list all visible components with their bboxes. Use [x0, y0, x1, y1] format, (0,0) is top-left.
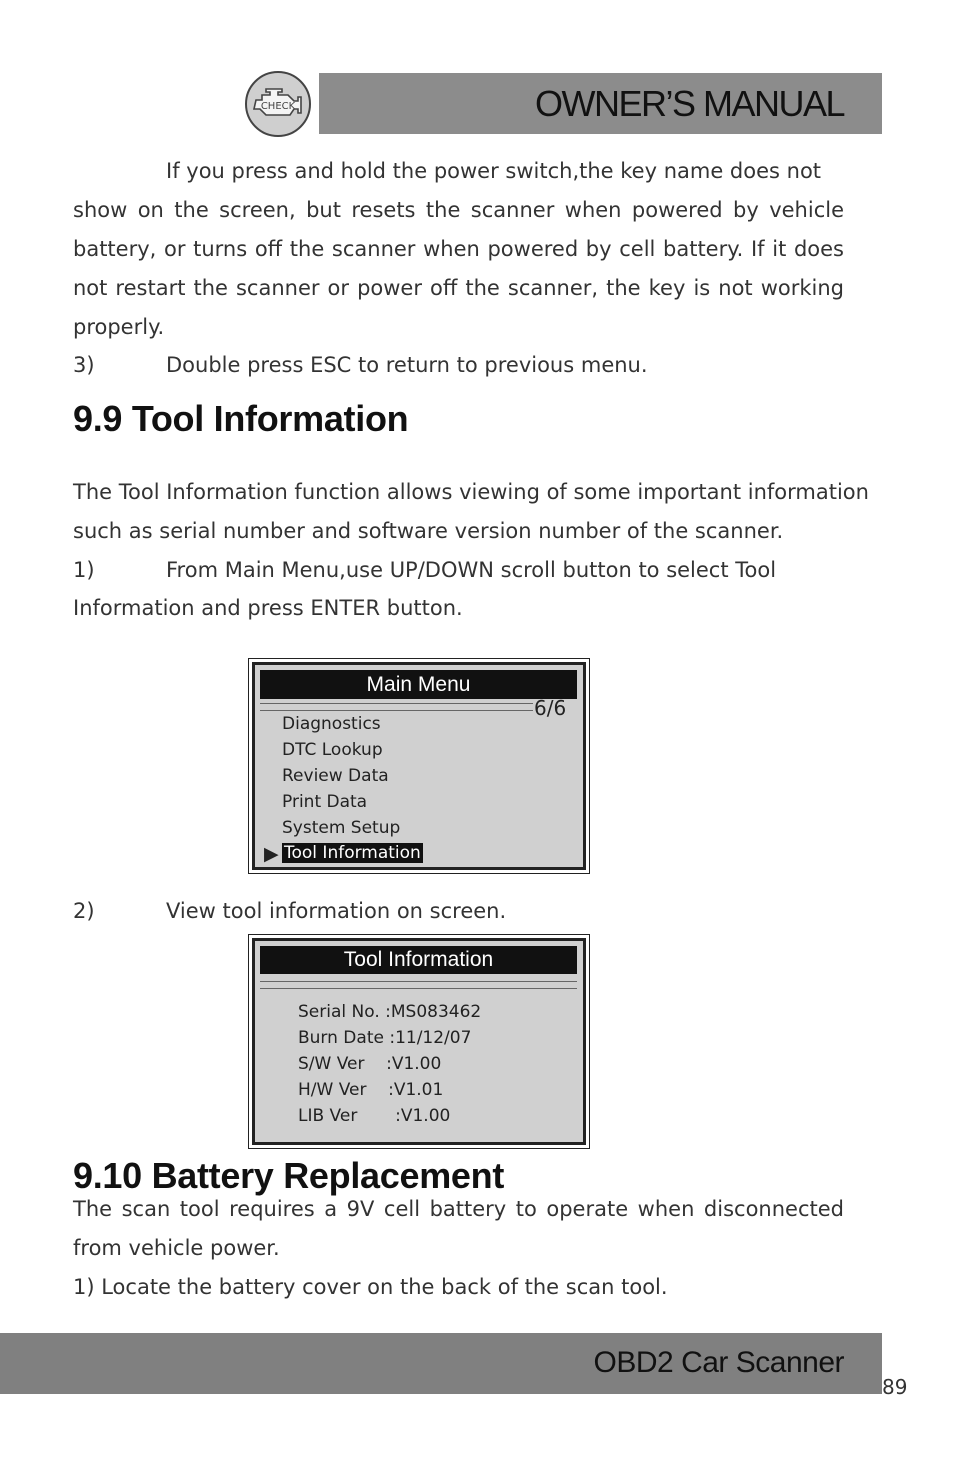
- section-9-9-para-line-1: The Tool Information function allows viewing of some important information: [73, 480, 869, 504]
- step2-number: 2): [73, 899, 95, 923]
- section-9-10-para-line-1: The scan tool requires a 9V cell battery to operate when disconnected: [73, 1197, 844, 1221]
- intro-line-5: properly.: [73, 315, 165, 339]
- main-menu-page-indicator: 6/6: [534, 696, 567, 720]
- check-engine-logo-icon: [244, 70, 312, 138]
- section-9-9-para-line-2: such as serial number and software version number of the scanner.: [73, 519, 784, 543]
- intro-line-1: If you press and hold the power switch,the key name does not: [166, 159, 822, 183]
- manual-title: OWNER’S MANUAL: [534, 83, 844, 124]
- menu-item-tool-information-label: Tool Information: [284, 843, 421, 863]
- step1-number: 1): [73, 558, 95, 582]
- menu-item-system-setup[interactable]: System Setup: [282, 818, 401, 838]
- burn-date-row: Burn Date :11/12/07: [298, 1028, 472, 1048]
- step3-number: 3): [73, 353, 95, 377]
- tool-information-screen: [248, 934, 590, 1149]
- intro-line-3: battery, or turns off the scanner when powered by cell battery. If it does: [73, 237, 844, 261]
- selection-arrow-icon: ▶: [264, 843, 279, 865]
- svg-text:CHECK: CHECK: [260, 101, 296, 112]
- menu-item-diagnostics[interactable]: Diagnostics: [282, 714, 381, 734]
- section-9-10-heading: 9.10 Battery Replacement: [73, 1155, 505, 1196]
- page-number: 89: [882, 1375, 908, 1399]
- main-menu-title: Main Menu: [260, 670, 577, 699]
- menu-item-print-data[interactable]: Print Data: [282, 792, 368, 812]
- section-9-9-heading: 9.9 Tool Information: [73, 398, 409, 439]
- main-menu-screen: [248, 658, 590, 874]
- header-bar: [319, 73, 882, 134]
- step1-text: From Main Menu,use UP/DOWN scroll button to select Tool: [166, 558, 777, 582]
- footer-product-name: OBD2 Car Scanner: [593, 1346, 844, 1379]
- software-version-row: S/W Ver :V1.00: [298, 1054, 442, 1074]
- intro-line-4: not restart the scanner or power off the scanner, the key is not working: [73, 276, 844, 300]
- hardware-version-row: H/W Ver :V1.01: [298, 1080, 444, 1100]
- menu-item-review-data[interactable]: Review Data: [282, 766, 389, 786]
- section-9-10-para-line-2: from vehicle power.: [73, 1236, 280, 1260]
- step3-text: Double press ESC to return to previous menu.: [166, 353, 648, 377]
- step2-text: View tool information on screen.: [166, 899, 507, 923]
- main-menu-separator: [260, 703, 533, 711]
- intro-line-2: show on the screen, but resets the scanner when powered by vehicle: [73, 198, 844, 222]
- menu-item-tool-information[interactable]: [282, 843, 423, 863]
- section-9-10-step1: 1) Locate the battery cover on the back of the scan tool.: [73, 1275, 668, 1299]
- tool-info-separator: [260, 981, 577, 989]
- serial-number-row: Serial No. :MS083462: [298, 1002, 482, 1022]
- menu-item-dtc-lookup[interactable]: DTC Lookup: [282, 740, 383, 760]
- tool-info-title: Tool Information: [260, 946, 577, 974]
- step1-continuation: Information and press ENTER button.: [73, 596, 463, 620]
- library-version-row: LIB Ver :V1.00: [298, 1106, 451, 1126]
- footer-bar: [0, 1333, 882, 1394]
